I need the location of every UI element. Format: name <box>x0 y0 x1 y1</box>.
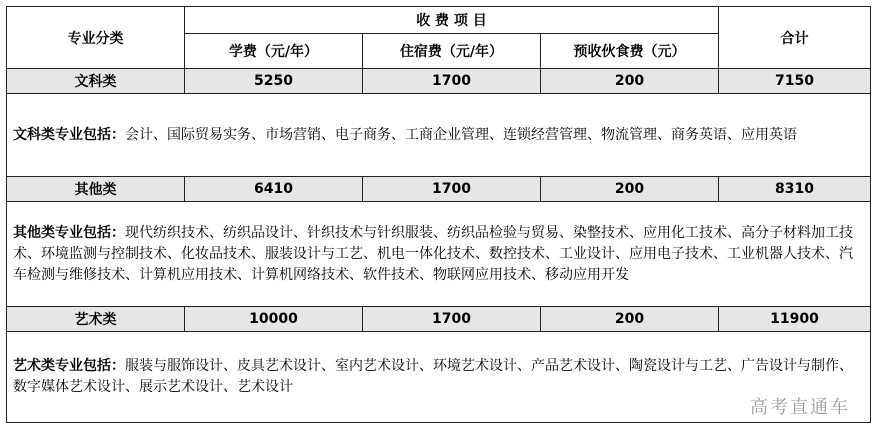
table-row <box>7 177 871 202</box>
table-row <box>7 69 871 94</box>
description-label: 艺术类专业包括： <box>13 358 125 374</box>
description-cell <box>7 202 871 307</box>
tuition-value: 5250 <box>185 69 363 94</box>
category-name: 艺术类 <box>7 307 185 332</box>
header-dorm: 住宿费（元/年） <box>363 34 541 69</box>
fee-table <box>6 6 871 423</box>
meal-value: 200 <box>541 307 719 332</box>
description-text: 服装与服饰设计、皮具艺术设计、室内艺术设计、环境艺术设计、产品艺术设计、陶瓷设计与工艺、广告设计与制作、数字媒体艺术设计、展示艺术设计、艺术设计 <box>13 358 853 395</box>
description-cell <box>7 94 871 177</box>
total-value: 8310 <box>719 177 871 202</box>
tuition-value: 10000 <box>185 307 363 332</box>
description-row <box>7 202 871 307</box>
meal-value: 200 <box>541 69 719 94</box>
description-row <box>7 332 871 423</box>
dorm-value: 1700 <box>363 307 541 332</box>
watermark: 高考直通车 <box>750 397 850 418</box>
header-category: 专业分类 <box>7 7 185 69</box>
header-fee-items: 收 费 项 目 <box>185 7 719 34</box>
table-row <box>7 307 871 332</box>
header-tuition: 学费（元/年） <box>185 34 363 69</box>
header-meal: 预收伙食费（元） <box>541 34 719 69</box>
tuition-value: 6410 <box>185 177 363 202</box>
dorm-value: 1700 <box>363 177 541 202</box>
description-cell <box>7 332 871 423</box>
total-value: 7150 <box>719 69 871 94</box>
description-row <box>7 94 871 177</box>
description-label: 文科类专业包括： <box>13 126 125 143</box>
category-name: 其他类 <box>7 177 185 202</box>
dorm-value: 1700 <box>363 69 541 94</box>
description-label: 其他类专业包括： <box>13 224 125 241</box>
category-name: 文科类 <box>7 69 185 94</box>
header-total: 合计 <box>719 7 871 69</box>
description-text: 会计、国际贸易实务、市场营销、电子商务、工商企业管理、连锁经营管理、物流管理、商务英语、应用英语 <box>125 126 797 143</box>
description-text: 现代纺织技术、纺织品设计、针织技术与针织服装、纺织品检验与贸易、染整技术、应用化工技术、高分子材料加工技术、环境监测与控制技术、化妆品技术、服装设计与工艺、机电一体化技术、数控技术、工业设计、应用电子技术、工业机器人技术、汽车检测与维修技术、计算机应用技术、计算机网络技术、软件技术、物联网应用技术、移动应用开发 <box>13 224 853 283</box>
meal-value: 200 <box>541 177 719 202</box>
header-row-top <box>7 7 871 34</box>
total-value: 11900 <box>719 307 871 332</box>
